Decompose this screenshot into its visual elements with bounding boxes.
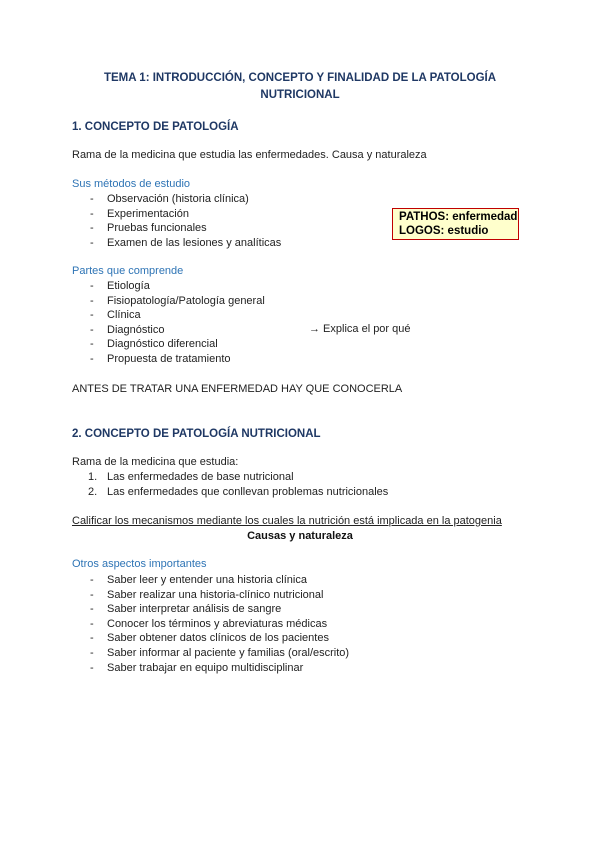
list-item: - Saber informar al paciente y familias (oral/escrito) [72,646,349,661]
list-item: - Examen de las lesiones y analíticas [72,236,281,251]
section-1-heading: 1. CONCEPTO DE PATOLOGÍA [72,121,239,133]
list-item [72,485,388,500]
list-item: - Saber interpretar análisis de sangre [72,602,349,617]
list-item [72,470,388,485]
etymology-callout-box [392,208,519,240]
causes-nature-label: Causas y naturaleza [247,530,353,542]
list-number: 1. [88,471,98,483]
list-item: - Saber obtener datos clínicos de los pacientes [72,631,349,646]
section-1-definition: Rama de la medicina que estudia las enfermedades. Causa y naturaleza [72,149,427,161]
list-item: - Observación (historia clínica) [72,192,281,207]
list-item: - Diagnóstico diferencial [72,337,265,352]
list-item: - Etiología [72,279,265,294]
list-text: Las enfermedades que conllevan problemas nutricionales [107,485,389,498]
title-line-1: TEMA 1: INTRODUCCIÓN, CONCEPTO Y FINALIDAD DE LA PATOLOGÍA [103,72,497,84]
studies-list [72,470,388,499]
parts-heading: Partes que comprende [72,265,184,277]
caps-statement: ANTES DE TRATAR UNA ENFERMEDAD HAY QUE CONOCERLA [72,383,403,395]
list-item: - Saber leer y entender una historia clínica [72,573,349,588]
list-item: - Conocer los términos y abreviaturas médicas [72,617,349,632]
callout-line-1: PATHOS: enfermedad [399,211,518,223]
title-line-2: NUTRICIONAL [260,89,340,101]
list-item: - Saber realizar una historia-clínico nutricional [72,588,349,603]
methods-heading: Sus métodos de estudio [72,178,191,190]
list-item: - Clínica [72,308,265,323]
list-item: - Diagnóstico [72,323,265,338]
list-text: Las enfermedades de base nutricional [107,471,294,483]
list-item: - Saber trabajar en equipo multidisciplinar [72,661,349,676]
parts-list [72,279,265,367]
underlined-statement: Calificar los mecanismos mediante los cuales la nutrición está implicada en la patogenia [72,515,502,527]
callout-line-2: LOGOS: estudio [399,225,489,237]
list-item: - Propuesta de tratamiento [72,352,265,367]
section-2-definition: Rama de la medicina que estudia: [72,456,239,468]
other-aspects-list [72,573,349,675]
methods-list [72,192,281,250]
other-aspects-heading: Otros aspectos importantes [72,558,207,570]
list-number: 2. [88,485,98,498]
list-item: - Fisiopatología/Patología general [72,294,265,309]
diagnostic-note: → Explica el por qué [309,323,411,335]
list-item: - Pruebas funcionales [72,221,281,236]
document-title [60,70,540,104]
list-item: - Experimentación [72,207,281,222]
section-2-heading: 2. CONCEPTO DE PATOLOGÍA NUTRICIONAL [72,428,321,440]
